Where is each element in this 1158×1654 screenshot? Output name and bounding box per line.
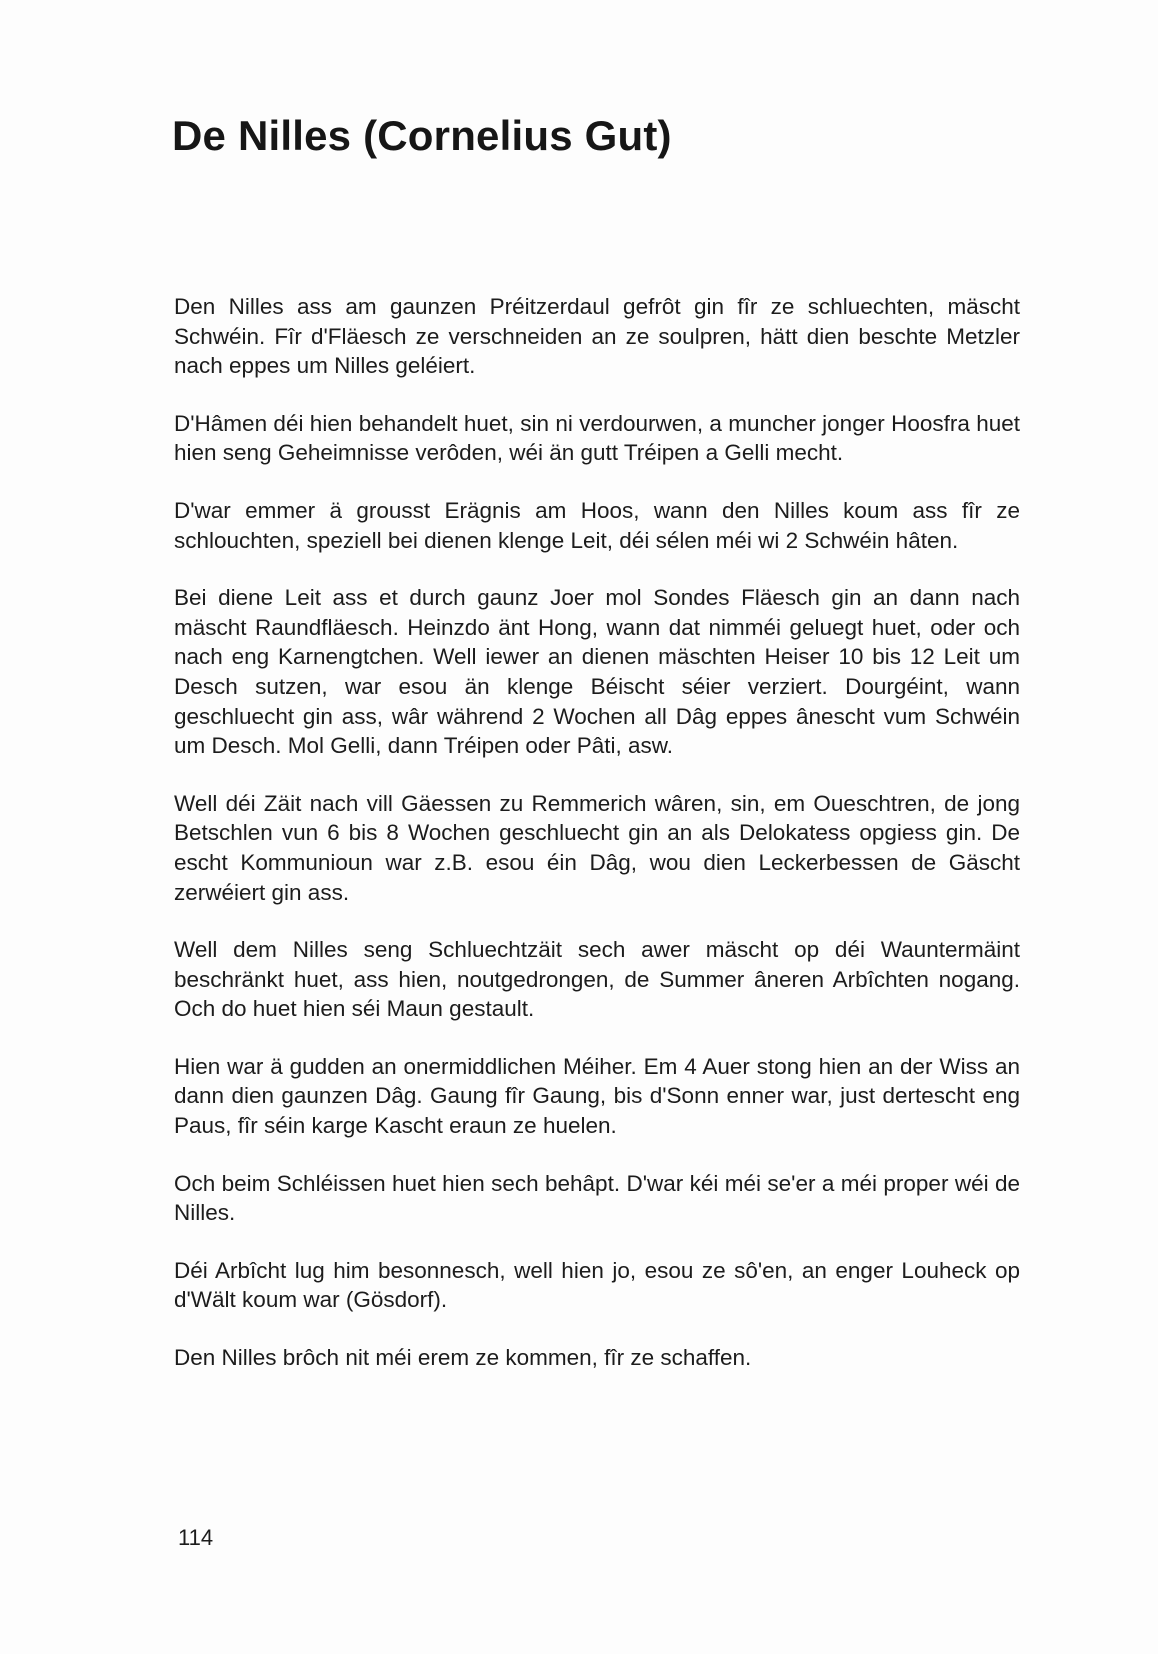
paragraph: Déi Arbîcht lug him besonnesch, well hien jo, esou ze sô'en, an enger Louheck op d'Wält koum war (Gösdorf). — [174, 1257, 1020, 1313]
paragraph: D'Hâmen déi hien behandelt huet, sin ni verdourwen, a muncher jonger Hoosfra huet hien seng Geheimnisse verôden, wéi än gutt Tréipen a Gelli mecht. — [174, 410, 1020, 466]
paragraph: Den Nilles brôch nit méi erem ze kommen, fîr ze schaffen. — [174, 1345, 752, 1371]
page-title: De Nilles (Cornelius Gut) — [172, 112, 672, 159]
body-text — [174, 292, 1020, 1401]
paragraph: Och beim Schléissen huet hien sech behâpt. D'war kéi méi se'er a méi proper wéi de Nilles. — [174, 1170, 1020, 1226]
paragraph: Well déi Zäit nach vill Gäessen zu Remmerich wâren, sin, em Oueschtren, de jong Betschlen vun 6 bis 8 Wochen geschluecht gin an als Delokatess opgiess gin. De escht Kommunioun war z.B. esou éin Dâg, wou dien Leckerbessen de Gäscht zerwéiert gin ass. — [174, 790, 1020, 905]
paragraph: Den Nilles ass am gaunzen Préitzerdaul gefrôt gin fîr ze schluechten, mäscht Schwéin. Fîr d'Fläesch ze verschneiden an ze soulpren, hätt dien beschte Metzler nach eppes um Nilles geléiert. — [174, 294, 1020, 379]
paragraph: Bei diene Leit ass et durch gaunz Joer mol Sondes Fläesch gin an dann nach mäscht Raundfläesch. Heinzdo änt Hong, wann dat nimméi geluegt huet, oder och nach eng Karnengtchen. Well iewer an dienen mäschten Heiser 10 bis 12 Leit um Desch sutzen, war esou än klenge Béischt séier verziert. Dourgéint, wann geschluecht gin ass, wâr während 2 Wochen all Dâg eppes ânescht vum Schwéin um Desch. Mol Gelli, dann Tréipen oder Pâti, asw. — [174, 585, 1020, 759]
paragraph: D'war emmer ä grousst Erägnis am Hoos, wann den Nilles koum ass fîr ze schlouchten, speziell bei dienen klenge Leit, déi sélen méi wi 2 Schwéin hâten. — [174, 497, 1020, 553]
page-number: 114 — [178, 1525, 214, 1550]
paragraph: Well dem Nilles seng Schluechtzäit sech awer mäscht op déi Wauntermäint beschränkt huet, ass hien, noutgedrongen, de Summer âneren Arbîchten nogang. Och do huet hien séi Maun gestault. — [174, 937, 1020, 1022]
paragraph: Hien war ä gudden an onermiddlichen Méiher. Em 4 Auer stong hien an der Wiss an dann dien gaunzen Dâg. Gaung fîr Gaung, bis d'Sonn enner war, just dertescht eng Paus, fîr séin karge Kascht eraun ze huelen. — [174, 1053, 1020, 1139]
